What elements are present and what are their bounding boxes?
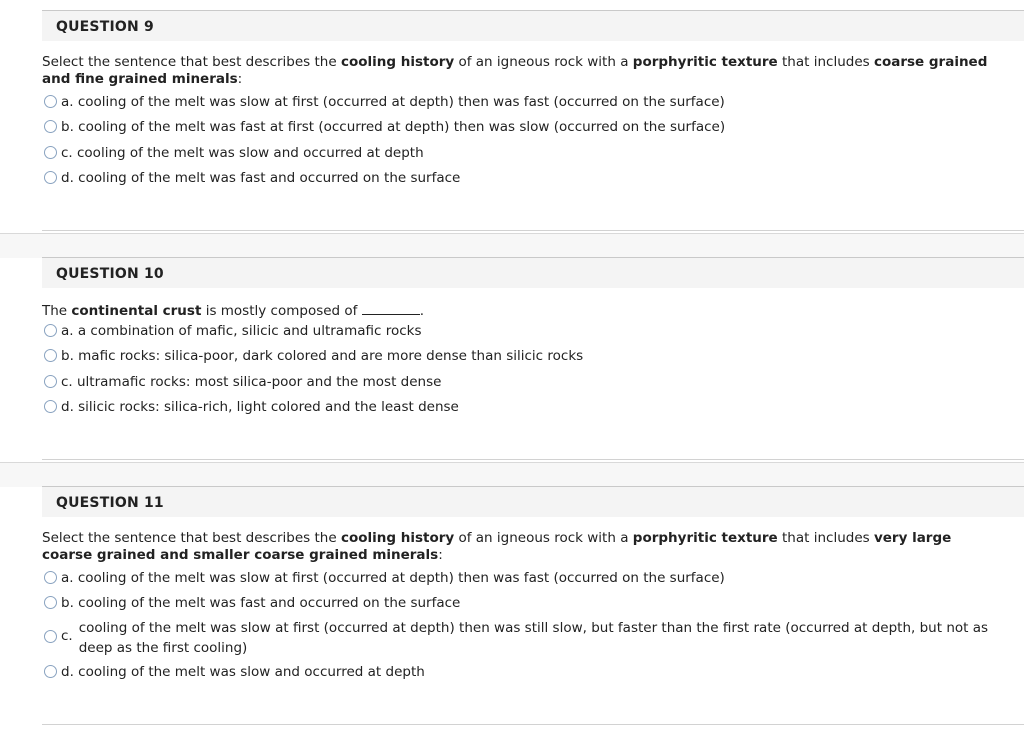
stem-text: that includes [777,530,874,546]
radio-button[interactable] [44,630,57,643]
question-11-option-d[interactable] [44,662,994,682]
stem-bold: coarse grained and fine grained minerals [42,54,988,87]
question-10-option-a[interactable] [44,321,994,341]
question-11-option-a[interactable] [44,568,994,588]
question-10-option-c[interactable] [44,372,994,392]
question-9-stem [42,54,994,88]
option-label[interactable]: b. mafic rocks: silica-poor, dark colored and are more dense than silicic rocks [61,348,584,364]
stem-bold: very large coarse grained and smaller coarse grained minerals [42,530,952,563]
radio-button[interactable] [44,400,57,413]
radio-button[interactable] [44,171,57,184]
stem-text: Select the sentence that best describes the [42,54,341,70]
question-9-divider [42,230,1024,231]
option-label[interactable]: d. cooling of the melt was slow and occurred at depth [61,664,425,680]
question-separator [0,233,1024,258]
question-11-option-b[interactable] [44,593,994,613]
stem-text: that includes [777,54,874,70]
question-10-option-b[interactable] [44,346,994,366]
option-label[interactable]: d. silicic rocks: silica-rich, light colored and the least dense [61,399,459,415]
question-10-stem [42,301,994,320]
option-label[interactable]: a. cooling of the melt was slow at first (occurred at depth) then was fast (occurred on the surface) [61,94,725,110]
option-label[interactable]: a. a combination of mafic, silicic and ultramafic rocks [61,323,422,339]
question-9-option-b[interactable] [44,117,994,137]
option-label[interactable]: b. cooling of the melt was fast at first (occurred at depth) then was slow (occurred on the surface) [61,119,726,135]
question-10-title: QUESTION 10 [56,266,164,282]
radio-button[interactable] [44,120,57,133]
radio-button[interactable] [44,571,57,584]
radio-button[interactable] [44,349,57,362]
stem-text: Select the sentence that best describes the [42,530,341,546]
question-9-option-a[interactable] [44,92,994,112]
option-label[interactable]: b. cooling of the melt was fast and occurred on the surface [61,595,461,611]
radio-button[interactable] [44,596,57,609]
radio-button[interactable] [44,324,57,337]
option-label[interactable]: a. cooling of the melt was slow at first (occurred at depth) then was fast (occurred on the surface) [61,570,725,586]
stem-text: The [42,303,72,319]
question-11-header [42,486,1024,517]
question-9-header [42,10,1024,41]
stem-bold: cooling history [340,54,455,70]
question-11-stem [42,530,994,564]
stem-bold: cooling history [340,530,455,546]
option-letter[interactable]: c. [61,628,73,644]
question-separator [0,462,1024,487]
option-label[interactable]: c. ultramafic rocks: most silica-poor and the most dense [61,374,442,390]
question-9-option-c[interactable] [44,143,994,163]
question-10-header [42,257,1024,288]
question-10-option-d[interactable] [44,397,994,417]
question-11-title: QUESTION 11 [56,495,164,511]
stem-text: : [237,71,243,87]
question-10-divider [42,459,1024,460]
radio-button[interactable] [44,665,57,678]
stem-bold: porphyritic texture [632,54,778,70]
stem-bold: porphyritic texture [632,530,778,546]
question-9-option-d[interactable] [44,168,994,188]
stem-text: of an igneous rock with a [454,530,633,546]
stem-text: of an igneous rock with a [454,54,633,70]
stem-text: is mostly composed of [201,303,358,319]
question-9-title: QUESTION 9 [56,19,154,35]
question-11-divider [42,724,1024,725]
stem-text: . [419,303,425,319]
radio-button[interactable] [44,146,57,159]
stem-text: : [438,547,443,563]
option-label[interactable]: cooling of the melt was slow at first (occurred at depth) then was still slow, but faster than the first rate (occurred at depth, but not as deep as the first cooling) [78,620,989,656]
fill-in-blank [362,301,420,315]
option-label[interactable]: c. cooling of the melt was slow and occurred at depth [61,145,424,161]
option-label[interactable]: d. cooling of the melt was fast and occurred on the surface [61,170,461,186]
radio-button[interactable] [44,95,57,108]
radio-button[interactable] [44,375,57,388]
question-11-option-c[interactable] [44,618,994,658]
stem-bold: continental crust [71,303,202,319]
